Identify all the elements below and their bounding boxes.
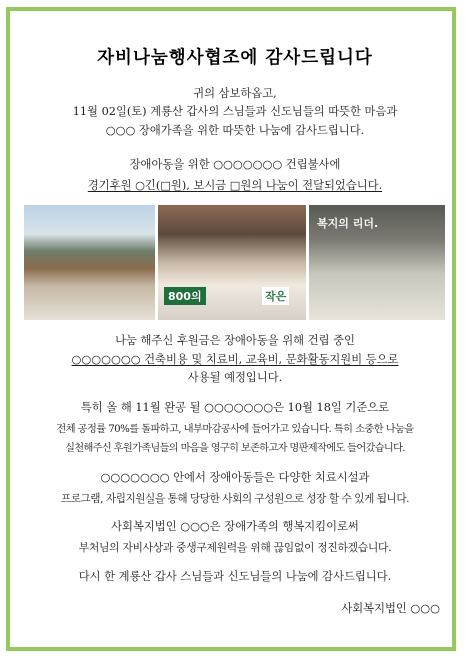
photo-sign-text: 800의 xyxy=(164,287,206,305)
paragraph-line: ○○○ 장애가족을 위한 따뜻한 나눔에 감사드립니다. xyxy=(105,124,365,137)
greeting-line: 귀의 삼보하옵고, xyxy=(193,87,277,100)
paragraph-line: 특히 올 해 11월 완공 될 ○○○○○○○은 10월 18일 기준으로 xyxy=(80,401,390,414)
paragraph-line: 프로그램, 자립지원실을 통해 당당한 사회의 구성원으로 성장 할 수 있게 됩니다. xyxy=(60,493,410,505)
signature: 사회복지법인 ○○○ xyxy=(341,602,440,615)
paragraph-line: 11월 02일(토) 계룡산 갑사의 스님들과 신도님들의 따뜻한 마음과 xyxy=(72,105,398,118)
paragraph-line: 다시 한 계룡산 갑사 스님들과 신도님들의 나눔에 감사드립니다. xyxy=(78,570,392,583)
event-photo-donation xyxy=(309,205,445,320)
photo-sign-text: 작은 xyxy=(262,287,289,305)
paragraph-line: 전체 공정률 70%를 돌파하고, 내부마감공사에 들어가고 있습니다. 특히 소중한 나눔을 xyxy=(56,424,414,435)
paragraph-line: 나눔 해주신 후원금은 장애아동을 위해 건립 중인 xyxy=(115,334,355,347)
paragraph-line: 실천해주신 후원가족님들의 마음을 영구히 보존하고자 명판제작에도 들어갔습니다. xyxy=(65,443,405,454)
document-title: 자비나눔행사협조에 감사드립니다 xyxy=(97,48,373,68)
event-photo-temple xyxy=(24,205,155,320)
paragraph-line: 부처님의 자비사상과 중생구제원력을 위해 끊임없이 정진하겠습니다. xyxy=(78,541,392,554)
paragraph-line-underlined: ○○○○○○○ 건축비용 및 치료비, 교육비, 문화활동지원비 등으로 xyxy=(71,353,399,366)
paragraph-line-underlined: 경기후원 ○긴(□원), 보시금 □원의 나눔이 전달되었습니다. xyxy=(87,179,383,192)
event-photo-group xyxy=(158,205,306,320)
paragraph-line: 사회복지법인 ○○○은 장애가족의 행복지킴이로써 xyxy=(111,520,359,533)
photo-sign-text: 복지의 리더. xyxy=(317,217,379,230)
paragraph-line: ○○○○○○○ 안에서 장애아동들은 다양한 치료시설과 xyxy=(100,471,370,484)
paragraph-line: 장애아동을 위한 ○○○○○○○ 건립불사에 xyxy=(129,158,341,171)
photo-strip xyxy=(24,205,445,320)
paragraph-line: 사용될 예정입니다. xyxy=(187,371,283,384)
